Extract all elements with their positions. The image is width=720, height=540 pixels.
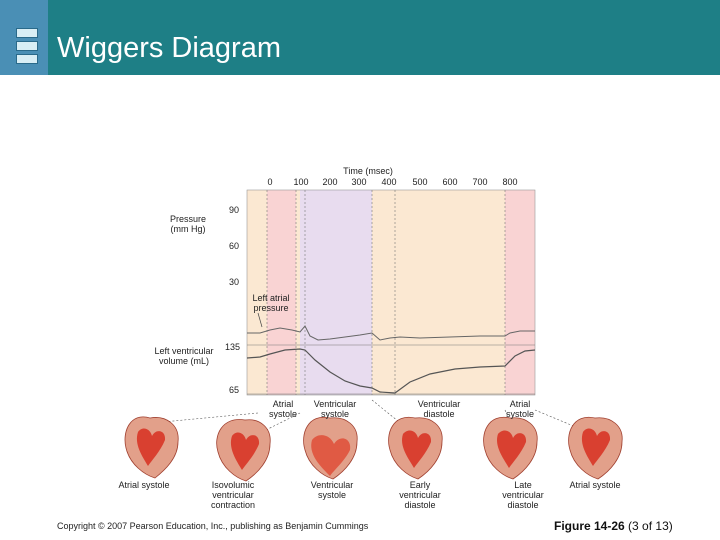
pressure-tick-60: 60 — [229, 241, 240, 251]
heart-atrial-systole-2-icon — [569, 417, 623, 479]
time-tick-600: 600 — [442, 177, 458, 187]
pressure-axis-title: Pressure (mm Hg) — [169, 214, 206, 234]
time-axis-title: Time (msec) — [343, 166, 393, 176]
phase-label-ventricular-diastole: Ventricular diastole — [417, 399, 461, 419]
atrial-systole-band-2 — [505, 190, 535, 395]
phase-label-atrial-systole: Atrial systole — [268, 399, 297, 419]
heart-label-late-diastole: Late ventricular diastole — [502, 480, 544, 510]
left-atrial-pressure-label: Left atrial pressure — [252, 293, 290, 313]
heart-label-atrial-systole: Atrial systole — [118, 480, 170, 490]
copyright-text: Copyright © 2007 Pearson Education, Inc., publishing as Benjamin Cummings — [57, 521, 369, 531]
phase-label-atrial-systole-2: Atrial systole — [505, 399, 534, 419]
time-tick-0: 0 — [267, 177, 273, 187]
heart-label-isovolumic: Isovolumic ventricular contraction — [210, 480, 256, 510]
heart-late-diastole-icon — [484, 417, 538, 479]
volume-tick-135: 135 — [225, 342, 241, 352]
figure-part: (3 of 13) — [628, 519, 673, 533]
heart-ventricular-systole-icon — [304, 417, 358, 479]
volume-axis-title: Left ventricular volume (mL) — [154, 346, 214, 366]
ventricular-systole-band — [300, 190, 372, 395]
pressure-tick-90: 90 — [229, 205, 240, 215]
volume-tick-65: 65 — [229, 385, 240, 395]
heart-atrial-systole-icon — [125, 417, 178, 478]
figure-number: Figure 14-26 — [554, 519, 625, 533]
heart-label-ventricular-systole: Ventricular systole — [310, 480, 354, 500]
heart-isovolumic-contraction-icon — [217, 419, 271, 481]
figure-caption — [554, 519, 673, 533]
time-tick-200: 200 — [322, 177, 338, 187]
time-tick-100: 100 — [293, 177, 309, 187]
heart-label-early-diastole: Early ventricular diastole — [399, 480, 441, 510]
page-title: Wiggers Diagram — [57, 32, 281, 64]
time-tick-500: 500 — [412, 177, 428, 187]
heart-label-atrial-systole-2: Atrial systole — [569, 480, 621, 490]
phase-label-ventricular-systole: Ventricular systole — [313, 399, 357, 419]
time-tick-400: 400 — [381, 177, 397, 187]
time-tick-300: 300 — [351, 177, 367, 187]
pressure-tick-30: 30 — [229, 277, 240, 287]
time-tick-700: 700 — [472, 177, 488, 187]
heart-early-diastole-icon — [389, 417, 443, 479]
time-tick-800: 800 — [502, 177, 518, 187]
